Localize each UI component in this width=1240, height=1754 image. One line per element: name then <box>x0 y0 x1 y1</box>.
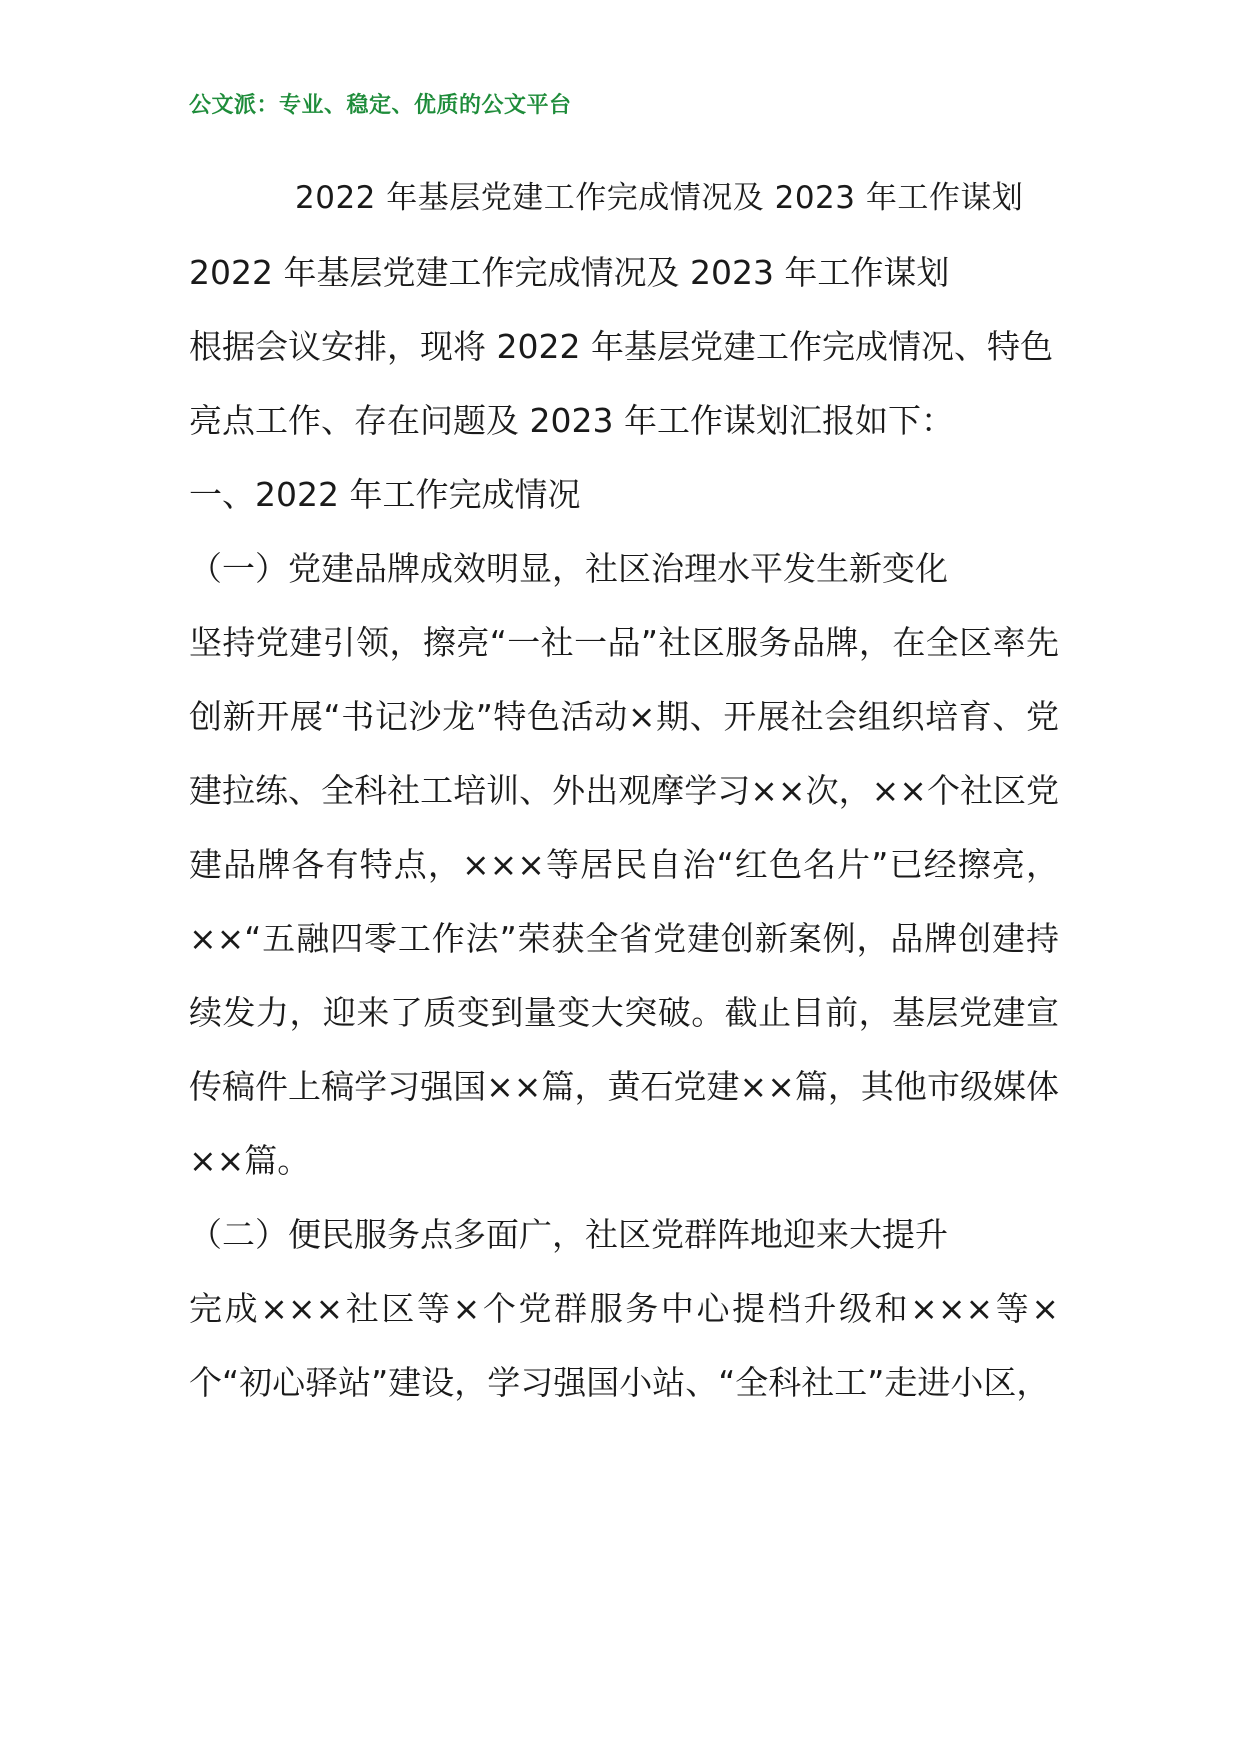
subsection-body-2: 完成×××社区等×个党群服务中心提档升级和×××等×个“初心驿站”建设，学习强国小站、“全科社工”走进小区， <box>189 1289 1059 1402</box>
subsection-heading-2: （二）便民服务点多面广，社区党群阵地迎来大提升 <box>189 1215 948 1254</box>
intro-paragraph: 根据会议安排，现将 2022 年基层党建工作完成情况、特色亮点工作、存在问题及 2023 年工作谋划汇报如下： <box>189 327 1053 440</box>
subsection-body-1: 坚持党建引领，擦亮“一社一品”社区服务品牌，在全区率先创新开展“书记沙龙”特色活动×期、开展社会组织培育、党建拉练、全科社工培训、外出观摩学习××次，××个社区党建品牌各有特点，×××等居民自治“红色名片”已经擦亮，××“五融四零工作法”荣获全省党建创新案例，品牌创建持续发力，迎来了质变到量变大突破。截止目前，基层党建宣传稿件上稿学习强国××篇，黄石党建××篇，其他市级媒体××篇。 <box>189 623 1059 1180</box>
brand-header: 公文派：专业、稳定、优质的公文平台 <box>189 92 572 118</box>
document-subtitle: 2022 年基层党建工作完成情况及 2023 年工作谋划 <box>189 253 950 292</box>
subsection-heading-1: （一）党建品牌成效明显，社区治理水平发生新变化 <box>189 549 948 588</box>
document-title: 2022 年基层党建工作完成情况及 2023 年工作谋划 <box>295 180 1024 216</box>
section-heading: 一、2022 年工作完成情况 <box>189 475 581 514</box>
document-body <box>189 236 1059 1420</box>
